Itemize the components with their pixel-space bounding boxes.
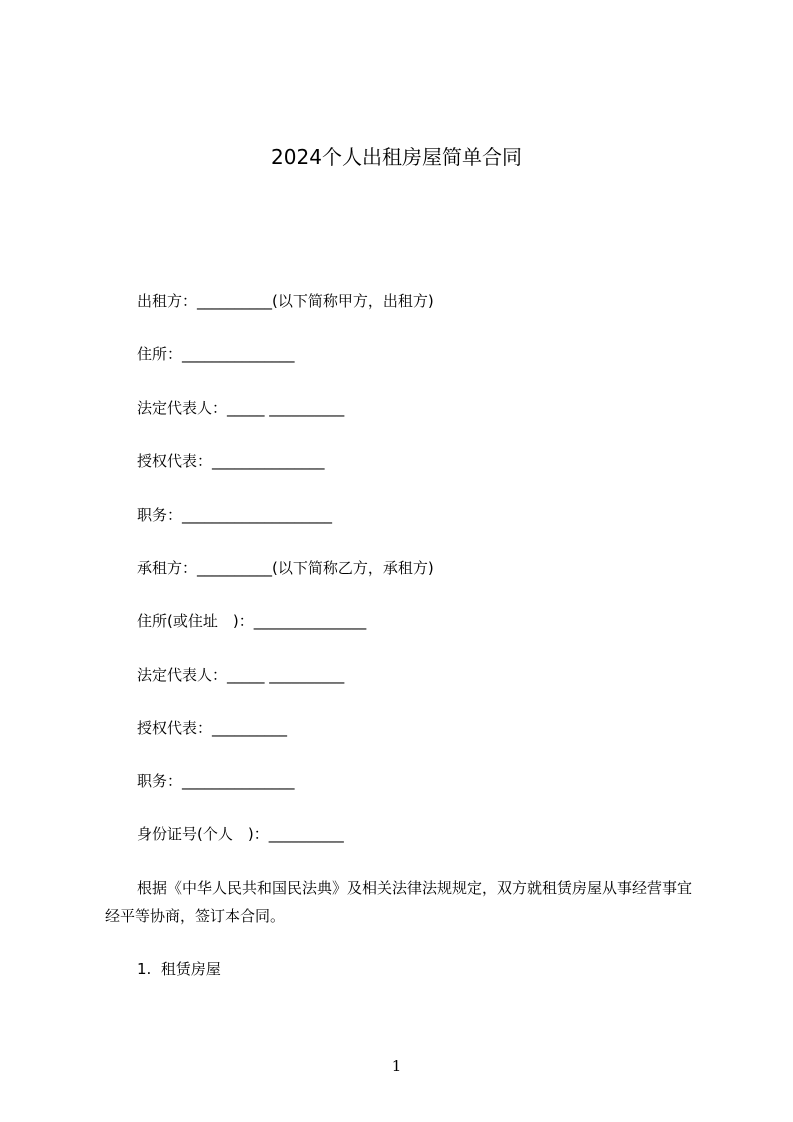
lessee-legal-representative-field: 法定代表人：_____ __________: [137, 666, 345, 684]
lessee-name-field: 承租方：__________(以下简称乙方，承租方): [137, 559, 434, 577]
intro-paragraph-text: 根据《中华人民共和国民法典》及相关法律法规规定，双方就租赁房屋从事经营事宜经平等协商，签订本合同。: [105, 879, 693, 925]
section-heading-rental-property: 1. 租赁房屋: [137, 960, 221, 978]
page-number: 1: [391, 1057, 402, 1075]
page-title: 2024个人出租房屋简单合同: [271, 145, 522, 169]
lessor-address-field: 住所：_______________: [137, 345, 295, 363]
lessee-id-number-field: 身份证号(个人 )：__________: [137, 825, 344, 843]
lessee-authorized-representative-field: 授权代表：__________: [137, 719, 288, 737]
lessor-name-field: 出租方：__________(以下简称甲方，出租方): [137, 292, 434, 310]
lessee-address-field: 住所(或住址 )：_______________: [137, 612, 367, 630]
lessor-position-field: 职务：____________________: [137, 506, 333, 524]
lessee-position-field: 职务：_______________: [137, 772, 295, 790]
intro-paragraph: [105, 874, 705, 930]
lessor-legal-representative-field: 法定代表人：_____ __________: [137, 399, 345, 417]
lessor-authorized-representative-field: 授权代表：_______________: [137, 452, 325, 470]
